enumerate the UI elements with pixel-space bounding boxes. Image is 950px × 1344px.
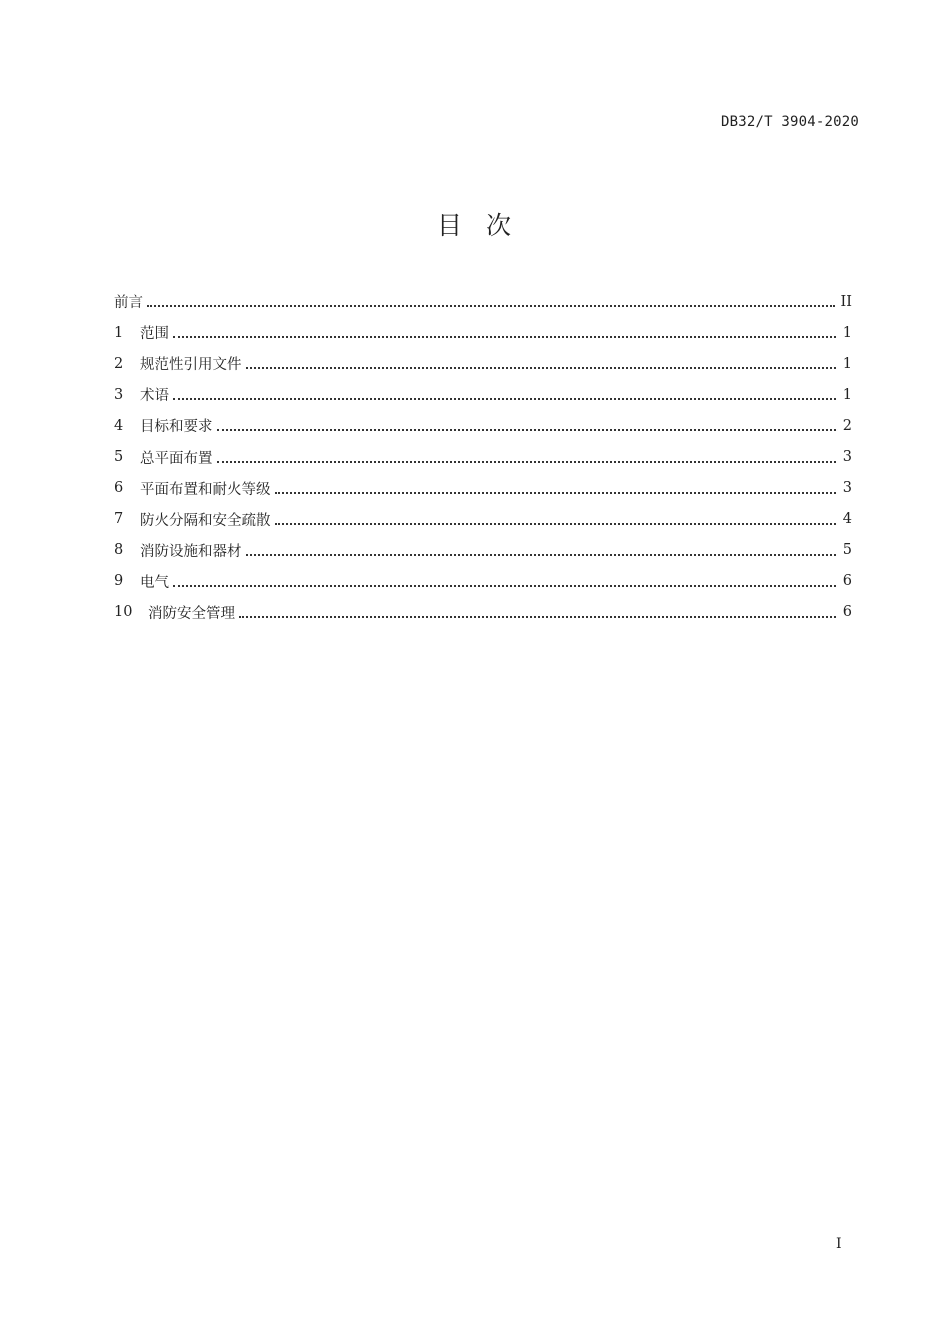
dot-leader [173,335,836,338]
toc-entry-number: 3 [114,386,124,403]
toc-entry-page: 2 [842,417,852,434]
toc-entry-7[interactable] [114,504,852,535]
toc-entry-5[interactable] [114,441,852,472]
toc-entry-page: 1 [842,355,852,372]
toc-entry-page: 4 [842,511,852,528]
page-title [0,206,950,242]
toc-entry-number: 7 [114,511,124,528]
table-of-contents [114,286,852,628]
dot-leader [246,366,837,369]
dot-leader [217,428,837,431]
title-part-2: 次 [486,211,514,240]
dot-leader [217,460,837,463]
dot-leader [173,397,836,400]
title-part-1: 目 [436,211,464,240]
toc-entry-label: 术语 [140,388,169,405]
toc-entry-number: 2 [114,355,124,372]
toc-entry-label: 前言 [114,295,143,312]
toc-entry-number: 5 [114,449,124,466]
toc-entry-page: 6 [842,573,852,590]
toc-entry-page: 5 [842,542,852,559]
toc-entry-10[interactable] [114,597,852,628]
dot-leader [147,304,835,307]
toc-entry-4[interactable] [114,410,852,441]
toc-entry-label: 平面布置和耐火等级 [140,481,271,498]
toc-entry-page: 3 [842,449,852,466]
toc-entry-page: 3 [842,480,852,497]
toc-entry-number: 8 [114,542,124,559]
toc-entry-3[interactable] [114,379,852,410]
toc-entry-number: 10 [114,604,133,621]
toc-entry-label: 规范性引用文件 [140,357,242,374]
toc-entry-label: 目标和要求 [140,419,213,436]
toc-entry-foreword[interactable] [114,286,852,317]
dot-leader [275,491,837,494]
toc-entry-page: 6 [842,604,852,621]
toc-entry-label: 消防设施和器材 [140,543,242,560]
toc-entry-number: 4 [114,417,124,434]
dot-leader [275,522,837,525]
toc-entry-1[interactable] [114,317,852,348]
toc-entry-number: 1 [114,324,124,341]
page-number: I [836,1236,842,1252]
toc-entry-number: 9 [114,573,124,590]
toc-entry-6[interactable] [114,473,852,504]
toc-entry-label: 电气 [140,574,169,591]
toc-entry-label: 总平面布置 [140,450,213,467]
toc-entry-9[interactable] [114,566,852,597]
dot-leader [246,553,837,556]
toc-entry-page: 1 [842,324,852,341]
toc-entry-number: 6 [114,480,124,497]
dot-leader [239,615,836,618]
toc-entry-page: II [840,293,852,310]
toc-entry-page: 1 [842,386,852,403]
toc-entry-2[interactable] [114,348,852,379]
dot-leader [173,584,836,587]
toc-entry-8[interactable] [114,535,852,566]
toc-entry-label: 消防安全管理 [148,605,235,622]
toc-entry-label: 范围 [140,326,169,343]
document-code: DB32/T 3904-2020 [720,114,859,130]
toc-entry-label: 防火分隔和安全疏散 [140,512,271,529]
